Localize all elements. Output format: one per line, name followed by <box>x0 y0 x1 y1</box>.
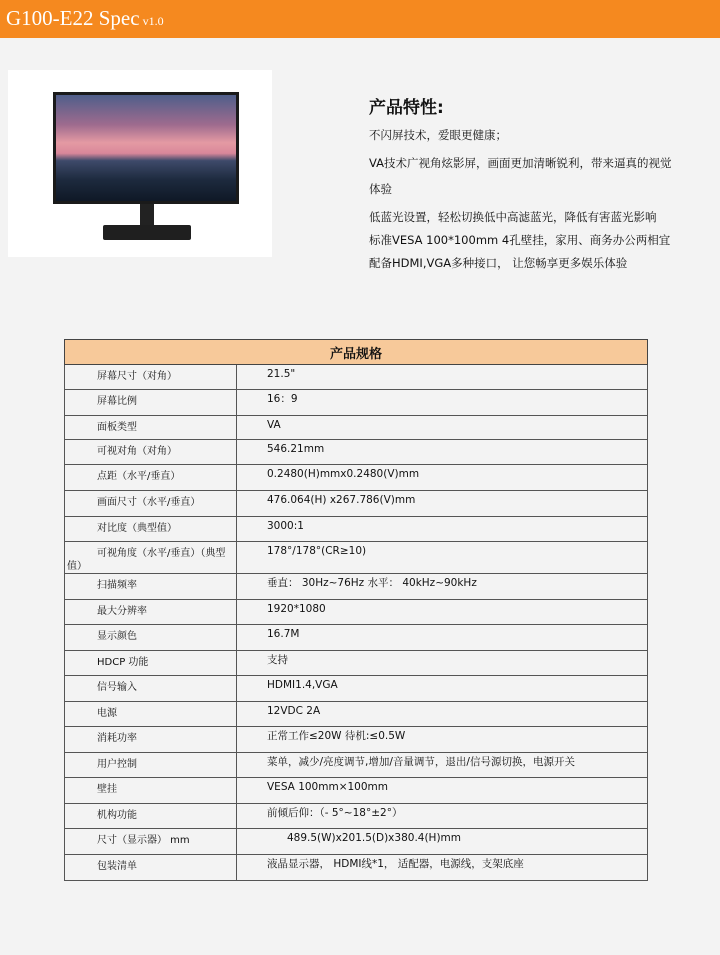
spec-value: 546.21mm <box>237 440 648 465</box>
table-row <box>65 651 648 676</box>
spec-value: 1920*1080 <box>237 600 648 625</box>
doc-version: v1.0 <box>142 14 164 28</box>
spec-label: 显示颜色 <box>65 625 237 651</box>
table-row <box>65 491 648 517</box>
spec-label: 壁挂 <box>65 778 237 804</box>
spec-value: 正常工作≤20W 待机:≤0.5W <box>237 727 648 753</box>
table-row <box>65 517 648 542</box>
feature-line: 不闪屏技术，爱眼更健康； <box>369 128 507 142</box>
spec-value: 12VDC 2A <box>237 702 648 727</box>
spec-value: 垂直： 30Hz~76Hz 水平： 40kHz~90kHz <box>237 574 648 600</box>
spec-value: 支持 <box>237 651 648 676</box>
table-row <box>65 574 648 600</box>
table-row <box>65 727 648 753</box>
feature-line: 配备HDMI,VGA多种接口， 让您畅享更多娱乐体验 <box>369 256 628 270</box>
feature-line: 低蓝光设置，轻松切换低中高滤蓝光，降低有害蓝光影响 <box>369 210 657 224</box>
spec-value: HDMI1.4,VGA <box>237 676 648 702</box>
monitor-panel <box>56 95 236 201</box>
spec-label: 电源 <box>65 702 237 727</box>
spec-label: 屏幕尺寸（对角） <box>65 365 237 390</box>
table-row <box>65 702 648 727</box>
spec-label: 信号输入 <box>65 676 237 702</box>
feature-line: VA技术广视角炫影屏，画面更加清晰锐利，带来逼真的视觉 <box>369 156 672 170</box>
spec-label: 屏幕比例 <box>65 390 237 416</box>
table-row <box>65 465 648 491</box>
table-row <box>65 440 648 465</box>
doc-title-text: G100-E22 Spec <box>6 6 140 30</box>
spec-label: 用户控制 <box>65 753 237 778</box>
spec-value: 液晶显示器， HDMI线*1， 适配器，电源线，支架底座 <box>237 855 648 881</box>
monitor-stand-base <box>103 225 191 240</box>
spec-label: 面板类型 <box>65 416 237 440</box>
table-row <box>65 804 648 829</box>
feature-line: 体验 <box>369 182 392 196</box>
table-row <box>65 778 648 804</box>
table-row <box>65 676 648 702</box>
spec-value: 前倾后仰：（- 5°~18°±2°） <box>237 804 648 829</box>
spec-label: 扫描频率 <box>65 574 237 600</box>
spec-label: HDCP 功能 <box>65 651 237 676</box>
spec-value: 476.064(H) x267.786(V)mm <box>237 491 648 517</box>
spec-label: 机构功能 <box>65 804 237 829</box>
spec-label: 可视角度（水平/垂直）（典型值） <box>65 542 237 574</box>
table-row <box>65 855 648 881</box>
spec-value: 16：9 <box>237 390 648 416</box>
table-row <box>65 600 648 625</box>
spec-value: 0.2480(H)mmx0.2480(V)mm <box>237 465 648 491</box>
table-row <box>65 542 648 574</box>
spec-label: 消耗功率 <box>65 727 237 753</box>
spec-table-title: 产品规格 <box>65 340 648 365</box>
table-row <box>65 625 648 651</box>
spec-value: 178°/178°(CR≥10) <box>237 542 648 574</box>
spec-value: 菜单，减少/亮度调节,增加/音量调节，退出/信号源切换，电源开关 <box>237 753 648 778</box>
table-row <box>65 416 648 440</box>
spec-label: 最大分辨率 <box>65 600 237 625</box>
spec-value: VESA 100mm×100mm <box>237 778 648 804</box>
table-row <box>65 365 648 390</box>
spec-label: 画面尺寸（水平/垂直） <box>65 491 237 517</box>
spec-label: 包装清单 <box>65 855 237 881</box>
spec-label: 对比度（典型值） <box>65 517 237 542</box>
spec-label: 尺寸（显示器） mm <box>65 829 237 855</box>
spec-value: 16.7M <box>237 625 648 651</box>
features-title: 产品特性: <box>369 98 444 118</box>
doc-title <box>6 6 164 31</box>
spec-value: 489.5(W)x201.5(D)x380.4(H)mm <box>237 829 648 855</box>
spec-value: 3000:1 <box>237 517 648 542</box>
monitor-stand-neck <box>140 204 154 226</box>
spec-table <box>64 339 648 881</box>
monitor-screen <box>53 92 239 204</box>
table-row <box>65 390 648 416</box>
feature-line: 标准VESA 100*100mm 4孔壁挂，家用、商务办公两相宜 <box>369 233 671 247</box>
spec-label: 点距（水平/垂直） <box>65 465 237 491</box>
spec-value: VA <box>237 416 648 440</box>
spec-label: 可视对角（对角） <box>65 440 237 465</box>
spec-value: 21.5" <box>237 365 648 390</box>
table-row <box>65 753 648 778</box>
header-bar <box>0 0 720 38</box>
product-image <box>8 70 272 257</box>
table-row <box>65 829 648 855</box>
